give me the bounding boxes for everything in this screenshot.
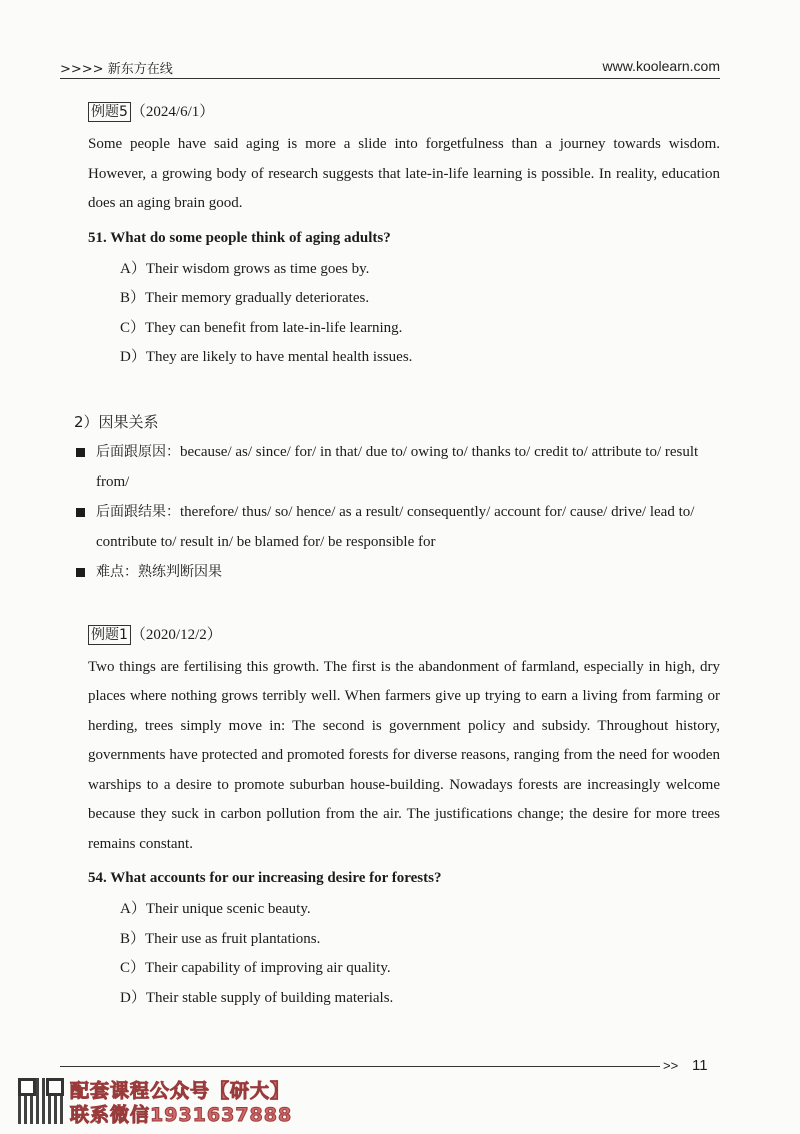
bullet-result (74, 497, 720, 557)
option-a: A）Their unique scenic beauty. (120, 901, 311, 917)
option-b: B）Their memory gradually deteriorates. (120, 290, 370, 306)
example-5 (88, 100, 720, 373)
footer-rule (60, 1066, 660, 1067)
passage: Some people have said aging is more a slide into forgetfulness than a journey towards wisdom. However, a growing body of research suggests that late-in-life learning is possible. In reality, education does an aging brain good. (88, 136, 720, 211)
question: 54. What accounts for our increasing desire for forests? (88, 870, 442, 886)
example-tag: 例题1 (88, 625, 131, 645)
section-cause-effect (74, 407, 720, 587)
page-content (74, 100, 720, 1013)
promo-line-1: 配套课程公众号【研大】 (70, 1080, 291, 1102)
option-d: D）Their stable supply of building materials. (120, 989, 394, 1006)
bullet-label: 难点：熟练判断因果 (96, 563, 222, 580)
example-tag: 例题5 (88, 102, 131, 122)
option-c: C）Their capability of improving air quality. (120, 960, 391, 976)
option-b: B）Their use as fruit plantations. (120, 930, 321, 947)
option-a: A）Their wisdom grows as time goes by. (120, 260, 370, 277)
bullet-square-icon (76, 448, 85, 457)
bullet-text: therefore/ thus/ so/ hence/ as a result/ consequently/ account for/ cause/ drive/ lead to/ contribute to/ result in/ be blamed for/ be responsible for (96, 503, 695, 550)
header-publisher: >>>> 新东方在线 (60, 62, 173, 77)
section-title: 2）因果关系 (74, 412, 159, 431)
promo-line-2: 联系微信1931637888 (70, 1104, 293, 1126)
option-c: C）They can benefit from late-in-life learning. (120, 319, 403, 336)
example-1 (88, 623, 720, 1014)
options-list (120, 895, 720, 1013)
bullet-label: 后面跟原因： (96, 443, 180, 460)
options-list (120, 255, 720, 373)
bullet-text: because/ as/ since/ for/ in that/ due to/ owing to/ thanks to/ credit to/ attribute to/ result from/ (96, 443, 699, 490)
qr-code-icon (18, 1078, 64, 1124)
page-number: 11 (692, 1057, 708, 1074)
page-header (60, 56, 720, 79)
passage: Two things are fertilising this growth. The first is the abandonment of farmland, especially in high, dry places where nothing grows terribly well. When farmers give up trying to earn a living from farming or herding, trees simply move in: The second is government policy and subsidy. Throughout history, governments have protected and promoted forests for diverse reasons, ranging from the need for wooden warships to a desire to promote suburban house-building. Nowadays forests are increasingly welcome because they suck in carbon pollution from the air. The justifications change; the desire for more trees remains constant. (88, 658, 720, 852)
example-date: （2024/6/1） (130, 104, 215, 120)
question: 51. What do some people think of aging adults? (88, 229, 391, 246)
footer-arrows: >> (663, 1058, 679, 1073)
bullet-square-icon (76, 508, 85, 517)
bullet-square-icon (76, 568, 85, 577)
bullet-label: 后面跟结果： (96, 503, 180, 520)
example-date: （2020/12/2） (130, 626, 222, 643)
bullet-difficulty (74, 557, 720, 587)
bullet-cause (74, 437, 720, 497)
header-website: www.koolearn.com (602, 58, 720, 74)
option-d: D）They are likely to have mental health issues. (120, 349, 413, 365)
